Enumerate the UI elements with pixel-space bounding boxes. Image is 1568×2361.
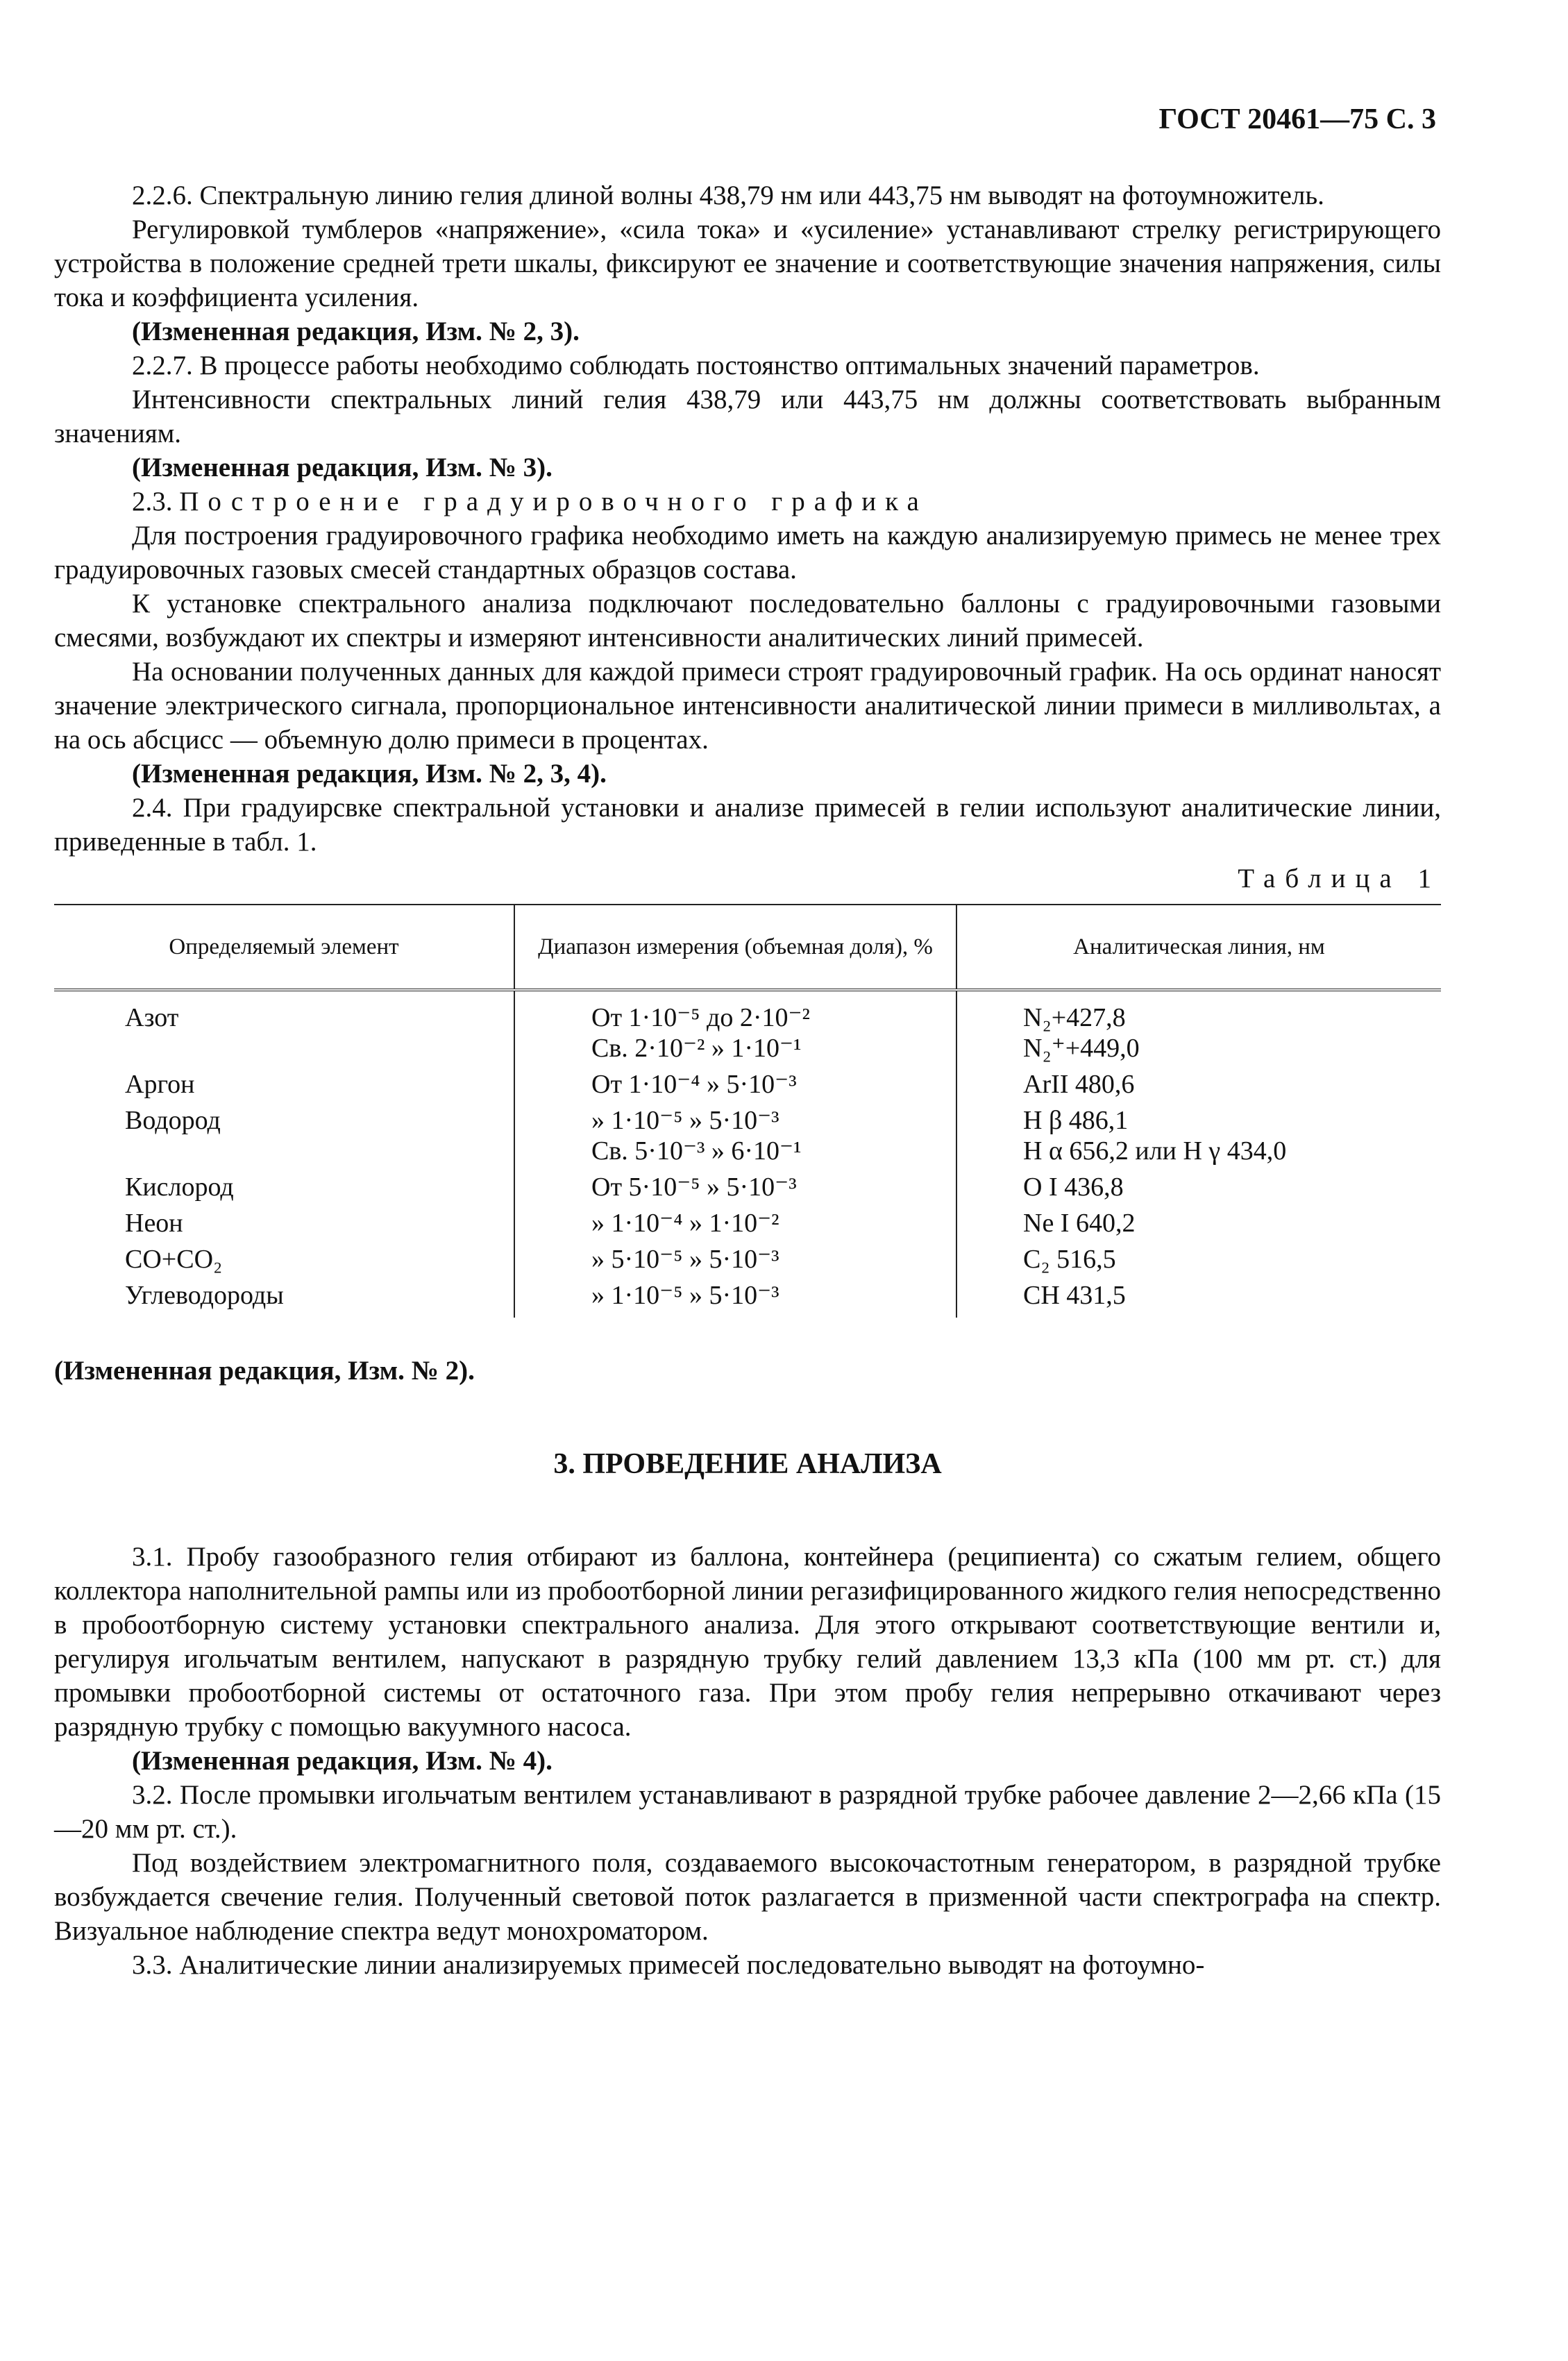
page-header: ГОСТ 20461—75 С. 3 xyxy=(1158,103,1436,135)
mid-paragraph: На основании полученных данных для каждой примеси строят градуировочный график. На ось ординат наносят значение электрического сигнала, пропорциональное интенсивности аналитической линии примеси в милливольтах, а на ось абсцисс — объемную долю примеси в процентах. xyxy=(54,657,1441,755)
cell-range-text: Св. 5·10⁻³ » 6·10⁻¹ xyxy=(591,1136,802,1166)
cell-range-text: От 1·10⁻⁴ » 5·10⁻³ xyxy=(591,1070,797,1099)
cell-range xyxy=(514,1102,956,1169)
cell-line-text: O I 436,8 xyxy=(1023,1173,1124,1202)
cell-line xyxy=(956,1102,1441,1169)
mid-paragraph: К установке спектрального анализа подключают последовательно баллоны с градуировочными газовыми смесями, возбуждают их спектры и измеряют интенсивности аналитических линий примесей. xyxy=(54,589,1441,653)
cell-element xyxy=(54,1169,514,1205)
cell-line xyxy=(956,1066,1441,1102)
subsection-title: Построение градуировочного графика xyxy=(179,487,928,516)
subsection-2-3-heading xyxy=(54,485,1441,519)
table-caption: Таблица 1 xyxy=(1238,864,1441,893)
top-paragraph: 2.2.6. Спектральную линию гелия длиной волны 438,79 нм или 443,75 нм выводят на фотоумножитель. xyxy=(132,180,1324,210)
cell-line xyxy=(956,1241,1441,1277)
cell-range xyxy=(514,1066,956,1102)
cell-line xyxy=(956,1169,1441,1205)
cell-element-text: Водород xyxy=(125,1106,221,1135)
cell-line xyxy=(956,1205,1441,1241)
cell-range-text: » 1·10⁻⁴ » 1·10⁻² xyxy=(591,1209,779,1238)
table-row xyxy=(54,1277,1441,1318)
table-header-row xyxy=(54,905,1441,990)
cell-element-text: CO+CO₂ xyxy=(125,1245,223,1274)
cell-range xyxy=(514,1205,956,1241)
cell-range xyxy=(514,1169,956,1205)
top-amendment-note: (Измененная редакция, Изм. № 3). xyxy=(132,453,553,482)
section-3-title: 3. ПРОВЕДЕНИЕ АНАЛИЗА xyxy=(553,1448,942,1480)
cell-element-text: Аргон xyxy=(125,1070,195,1099)
cell-line xyxy=(956,990,1441,1066)
table-row xyxy=(54,990,1441,1066)
cell-line-text: H β 486,1 xyxy=(1023,1106,1129,1135)
top-amendment-note: (Измененная редакция, Изм. № 2, 3). xyxy=(132,317,580,346)
cell-element-text: Кислород xyxy=(125,1173,234,1202)
cell-element-text: Неон xyxy=(125,1209,183,1238)
cell-range-text: » 5·10⁻⁵ » 5·10⁻³ xyxy=(591,1245,779,1274)
paragraphs-top xyxy=(54,178,1441,485)
analytical-lines-table xyxy=(54,904,1441,1318)
cell-range-text: Св. 2·10⁻² » 1·10⁻¹ xyxy=(591,1034,802,1063)
top-paragraph: Интенсивности спектральных линий гелия 438,79 или 443,75 нм должны соответствовать выбранным значениям. xyxy=(54,385,1441,448)
table-row xyxy=(54,1169,1441,1205)
table-body xyxy=(54,990,1441,1318)
cell-element xyxy=(54,1205,514,1241)
cell-element-text: Азот xyxy=(125,1003,179,1032)
cell-range-text: От 5·10⁻⁵ » 5·10⁻³ xyxy=(591,1173,797,1202)
cell-range xyxy=(514,1277,956,1318)
cell-line-text: N₂⁺+449,0 xyxy=(1023,1034,1140,1063)
cell-range xyxy=(514,1241,956,1277)
mid-paragraph: 2.4. При градуирсвке спектральной установки и анализе примесей в гелии используют аналитические линии, приведенные в табл. 1. xyxy=(54,793,1441,857)
cell-element-text: Углеводороды xyxy=(125,1281,284,1310)
bottom-paragraph: Под воздействием электромагнитного поля, создаваемого высокочастотным генератором, в разрядной трубке возбуждается свечение гелия. Полученный световой поток разлагается в призменной части спектрографа на спектр. Визуальное наблюдение спектра ведут монохроматором. xyxy=(54,1848,1441,1946)
page-content xyxy=(54,178,1441,1982)
amendment-note-table: (Измененная редакция, Изм. № 2). xyxy=(54,1356,475,1386)
paragraphs-middle xyxy=(54,519,1441,859)
top-paragraph: 2.2.7. В процессе работы необходимо соблюдать постоянство оптимальных значений параметров. xyxy=(132,351,1260,380)
cell-range xyxy=(514,990,956,1066)
mid-paragraph: Для построения градуировочного графика необходимо иметь на каждую анализируемую примесь не менее трех градуировочных газовых смесей стандартных образцов состава. xyxy=(54,521,1441,585)
column-header-range: Диапазон измерения (объемная доля), % xyxy=(514,905,956,990)
column-header-line: Аналитическая линия, нм xyxy=(956,905,1441,990)
cell-element xyxy=(54,1277,514,1318)
table-row xyxy=(54,1102,1441,1169)
cell-line-text: H α 656,2 или H γ 434,0 xyxy=(1023,1136,1287,1166)
cell-line-text: Ne I 640,2 xyxy=(1023,1209,1136,1238)
bottom-paragraph: 3.2. После промывки игольчатым вентилем устанавливают в разрядной трубке рабочее давление 2—2,66 кПа (15—20 мм рт. ст.). xyxy=(54,1780,1441,1844)
table-row xyxy=(54,1205,1441,1241)
mid-amendment-note: (Измененная редакция, Изм. № 2, 3, 4). xyxy=(132,759,607,789)
cell-line xyxy=(956,1277,1441,1318)
column-header-element: Определяемый элемент xyxy=(54,905,514,990)
bottom-paragraph: 3.1. Пробу газообразного гелия отбирают из баллона, контейнера (реципиента) со сжатым гелием, общего коллектора наполнительной рампы или из пробоотборной линии регазифицированного жидкого гелия непосредственно в пробоотборную систему установки спектрального анализа. Для этого открывают соответствующие вентили и, регулируя игольчатым вентилем, напускают в разрядную трубку гелий давлением 13,3 кПа (100 мм рт. ст.) для промывки пробоотборной системы от остаточного газа. При этом пробу гелия непрерывно откачивают через разрядную трубку с помощью вакуумного насоса. xyxy=(54,1542,1441,1742)
table-row xyxy=(54,1241,1441,1277)
cell-range-text: » 1·10⁻⁵ » 5·10⁻³ xyxy=(591,1106,779,1135)
top-paragraph: Регулировкой тумблеров «напряжение», «сила тока» и «усиление» устанавливают стрелку регистрирующего устройства в положение средней трети шкалы, фиксируют ее значение и соответствующие значения напряжения, силы тока и коэффициента усиления. xyxy=(54,215,1441,312)
bottom-amendment-note: (Измененная редакция, Изм. № 4). xyxy=(132,1746,553,1776)
paragraphs-bottom xyxy=(54,1540,1441,1982)
bottom-paragraph: 3.3. Аналитические линии анализируемых примесей последовательно выводят на фотоумно- xyxy=(132,1950,1205,1980)
cell-element xyxy=(54,1102,514,1169)
cell-line-text: C₂ 516,5 xyxy=(1023,1245,1116,1274)
cell-element xyxy=(54,1066,514,1102)
subsection-number: 2.3. xyxy=(132,487,180,516)
cell-line-text: CH 431,5 xyxy=(1023,1281,1126,1310)
cell-line-text: N₂+427,8 xyxy=(1023,1003,1126,1032)
cell-element xyxy=(54,1241,514,1277)
cell-line-text: ArII 480,6 xyxy=(1023,1070,1135,1099)
table-row xyxy=(54,1066,1441,1102)
cell-range-text: » 1·10⁻⁵ » 5·10⁻³ xyxy=(591,1281,779,1310)
cell-range-text: От 1·10⁻⁵ до 2·10⁻² xyxy=(591,1003,810,1032)
cell-element xyxy=(54,990,514,1066)
